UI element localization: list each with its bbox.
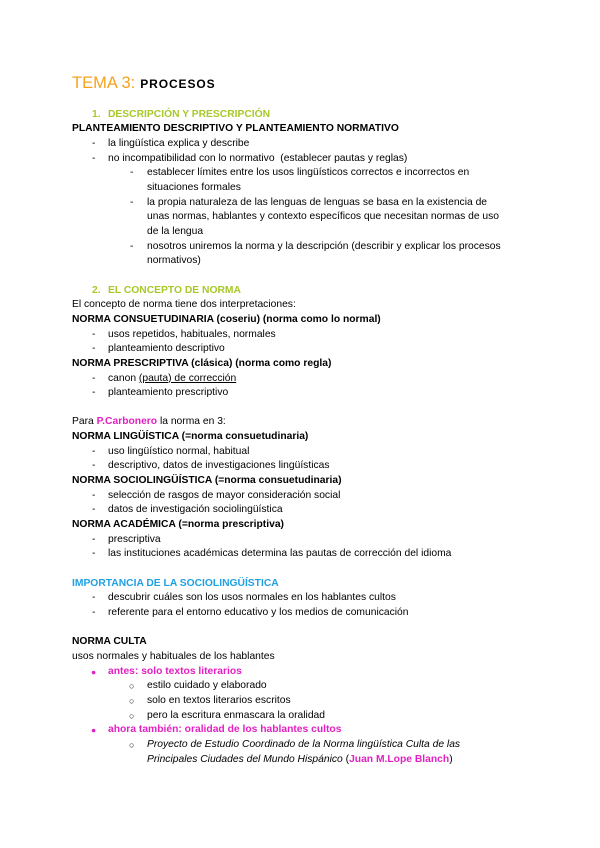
spacer	[72, 401, 542, 416]
sub-list-item-continuation: normativos)	[147, 255, 201, 267]
list-item: - planteamiento descriptivo	[72, 342, 542, 357]
list-item: - no incompatibilidad con lo normativo (establecer pautas y reglas)	[72, 152, 542, 167]
list-item: - selección de rasgos de mayor consideración social	[72, 489, 542, 504]
section-2-number: 2.	[92, 284, 101, 296]
ahora-bullet: ● ahora también: oralidad de los hablantes cultos	[72, 723, 542, 738]
page-title	[72, 73, 216, 93]
sub-list-item: - nosotros uniremos la norma y la descripción (describir y explicar los procesos	[72, 240, 542, 255]
sub-list-item: - establecer límites entre los usos lingüísticos correctos e incorrectos en	[72, 166, 542, 181]
paren-open: (	[342, 753, 350, 765]
list-item: - planteamiento prescriptivo	[72, 386, 542, 401]
norma-academica-title: NORMA ACADÉMICA (=norma prescriptiva)	[72, 519, 284, 531]
list-item: - usos repetidos, habituales, normales	[72, 328, 542, 343]
list-item: - las instituciones académicas determina las pautas de corrección del idioma	[72, 547, 542, 562]
carbonero-intro-suffix: la norma en 3:	[157, 416, 226, 428]
section-1-heading-text: DESCRIPCIÓN Y PRESCRIPCIÓN	[108, 108, 271, 120]
section-1-heading	[72, 108, 542, 123]
paren-close: )	[449, 753, 453, 765]
section-1-number: 1.	[92, 108, 101, 120]
section-2-heading-text: EL CONCEPTO DE NORMA	[108, 284, 241, 296]
list-item: - prescriptiva	[72, 533, 542, 548]
norma-consuetudinaria-title: NORMA CONSUETUDINARIA (coseriu) (norma como lo normal)	[72, 313, 381, 325]
sub-list-item-continuation: unas normas, hablantes y contexto específicos que necesitan normas de uso	[147, 211, 500, 223]
list-item	[72, 372, 542, 387]
sub-list-item-continuation: situaciones formales	[147, 181, 241, 193]
project-title-line: ○ Proyecto de Estudio Coordinado de la Norma lingüística Culta de las	[72, 738, 542, 753]
sociolinguistica-heading: IMPORTANCIA DE LA SOCIOLINGÜÍSTICA	[72, 577, 279, 589]
carbonero-author: P.Carbonero	[96, 416, 158, 428]
project-author: Juan M.Lope Blanch	[349, 753, 450, 765]
title-number: TEMA 3:	[72, 74, 136, 92]
norma-prescriptiva-title: NORMA PRESCRIPTIVA (clásica) (norma como regla)	[72, 357, 332, 369]
sub-list-item: ○ pero la escritura enmascara la oralidad	[72, 709, 542, 724]
project-title-continuation: Principales Ciudades del Mundo Hispánico	[147, 753, 343, 765]
norma-linguistica-title: NORMA LINGÜÍSTICA (=norma consuetudinaria)	[72, 431, 309, 443]
norma-sociolinguistica-title: NORMA SOCIOLINGÜÍSTICA (=norma consuetudinaria)	[72, 475, 342, 487]
section-2-heading	[72, 284, 542, 299]
list-item: - uso lingüístico normal, habitual	[72, 445, 542, 460]
sub-list-item: ○ solo en textos literarios escritos	[72, 694, 542, 709]
sub-list-item: ○ estilo cuidado y elaborado	[72, 679, 542, 694]
project-title-line	[72, 753, 542, 768]
list-item: - descubrir cuáles son los usos normales en los hablantes cultos	[72, 591, 542, 606]
list-item: - la lingüística explica y describe	[72, 137, 542, 152]
section-1-subheading: PLANTEAMIENTO DESCRIPTIVO Y PLANTEAMIENTO NORMATIVO	[72, 123, 399, 135]
norma-culta-title: NORMA CULTA	[72, 636, 147, 648]
carbonero-intro	[72, 415, 542, 430]
spacer	[72, 621, 542, 636]
document-body	[72, 108, 542, 768]
sub-list-item: - la propia naturaleza de las lenguas de lenguas se basa en la existencia de	[72, 196, 542, 211]
norma-culta-definition: usos normales y habituales de los hablantes	[72, 650, 275, 662]
canon-underlined-text: (pauta) de corrección	[138, 372, 237, 384]
carbonero-intro-prefix: Para	[72, 416, 97, 428]
list-item: - referente para el entorno educativo y los medios de comunicación	[72, 606, 542, 621]
spacer	[72, 562, 542, 577]
title-name: PROCESOS	[140, 77, 216, 91]
canon-text: canon	[108, 372, 139, 384]
antes-bullet: ● antes: solo textos literarios	[72, 665, 542, 680]
spacer	[72, 269, 542, 284]
section-2-intro: El concepto de norma tiene dos interpretaciones:	[72, 299, 296, 311]
list-item: - descriptivo, datos de investigaciones lingüísticas	[72, 459, 542, 474]
list-item: - datos de investigación sociolingüística	[72, 503, 542, 518]
sub-list-item-continuation: de la lengua	[147, 225, 204, 237]
